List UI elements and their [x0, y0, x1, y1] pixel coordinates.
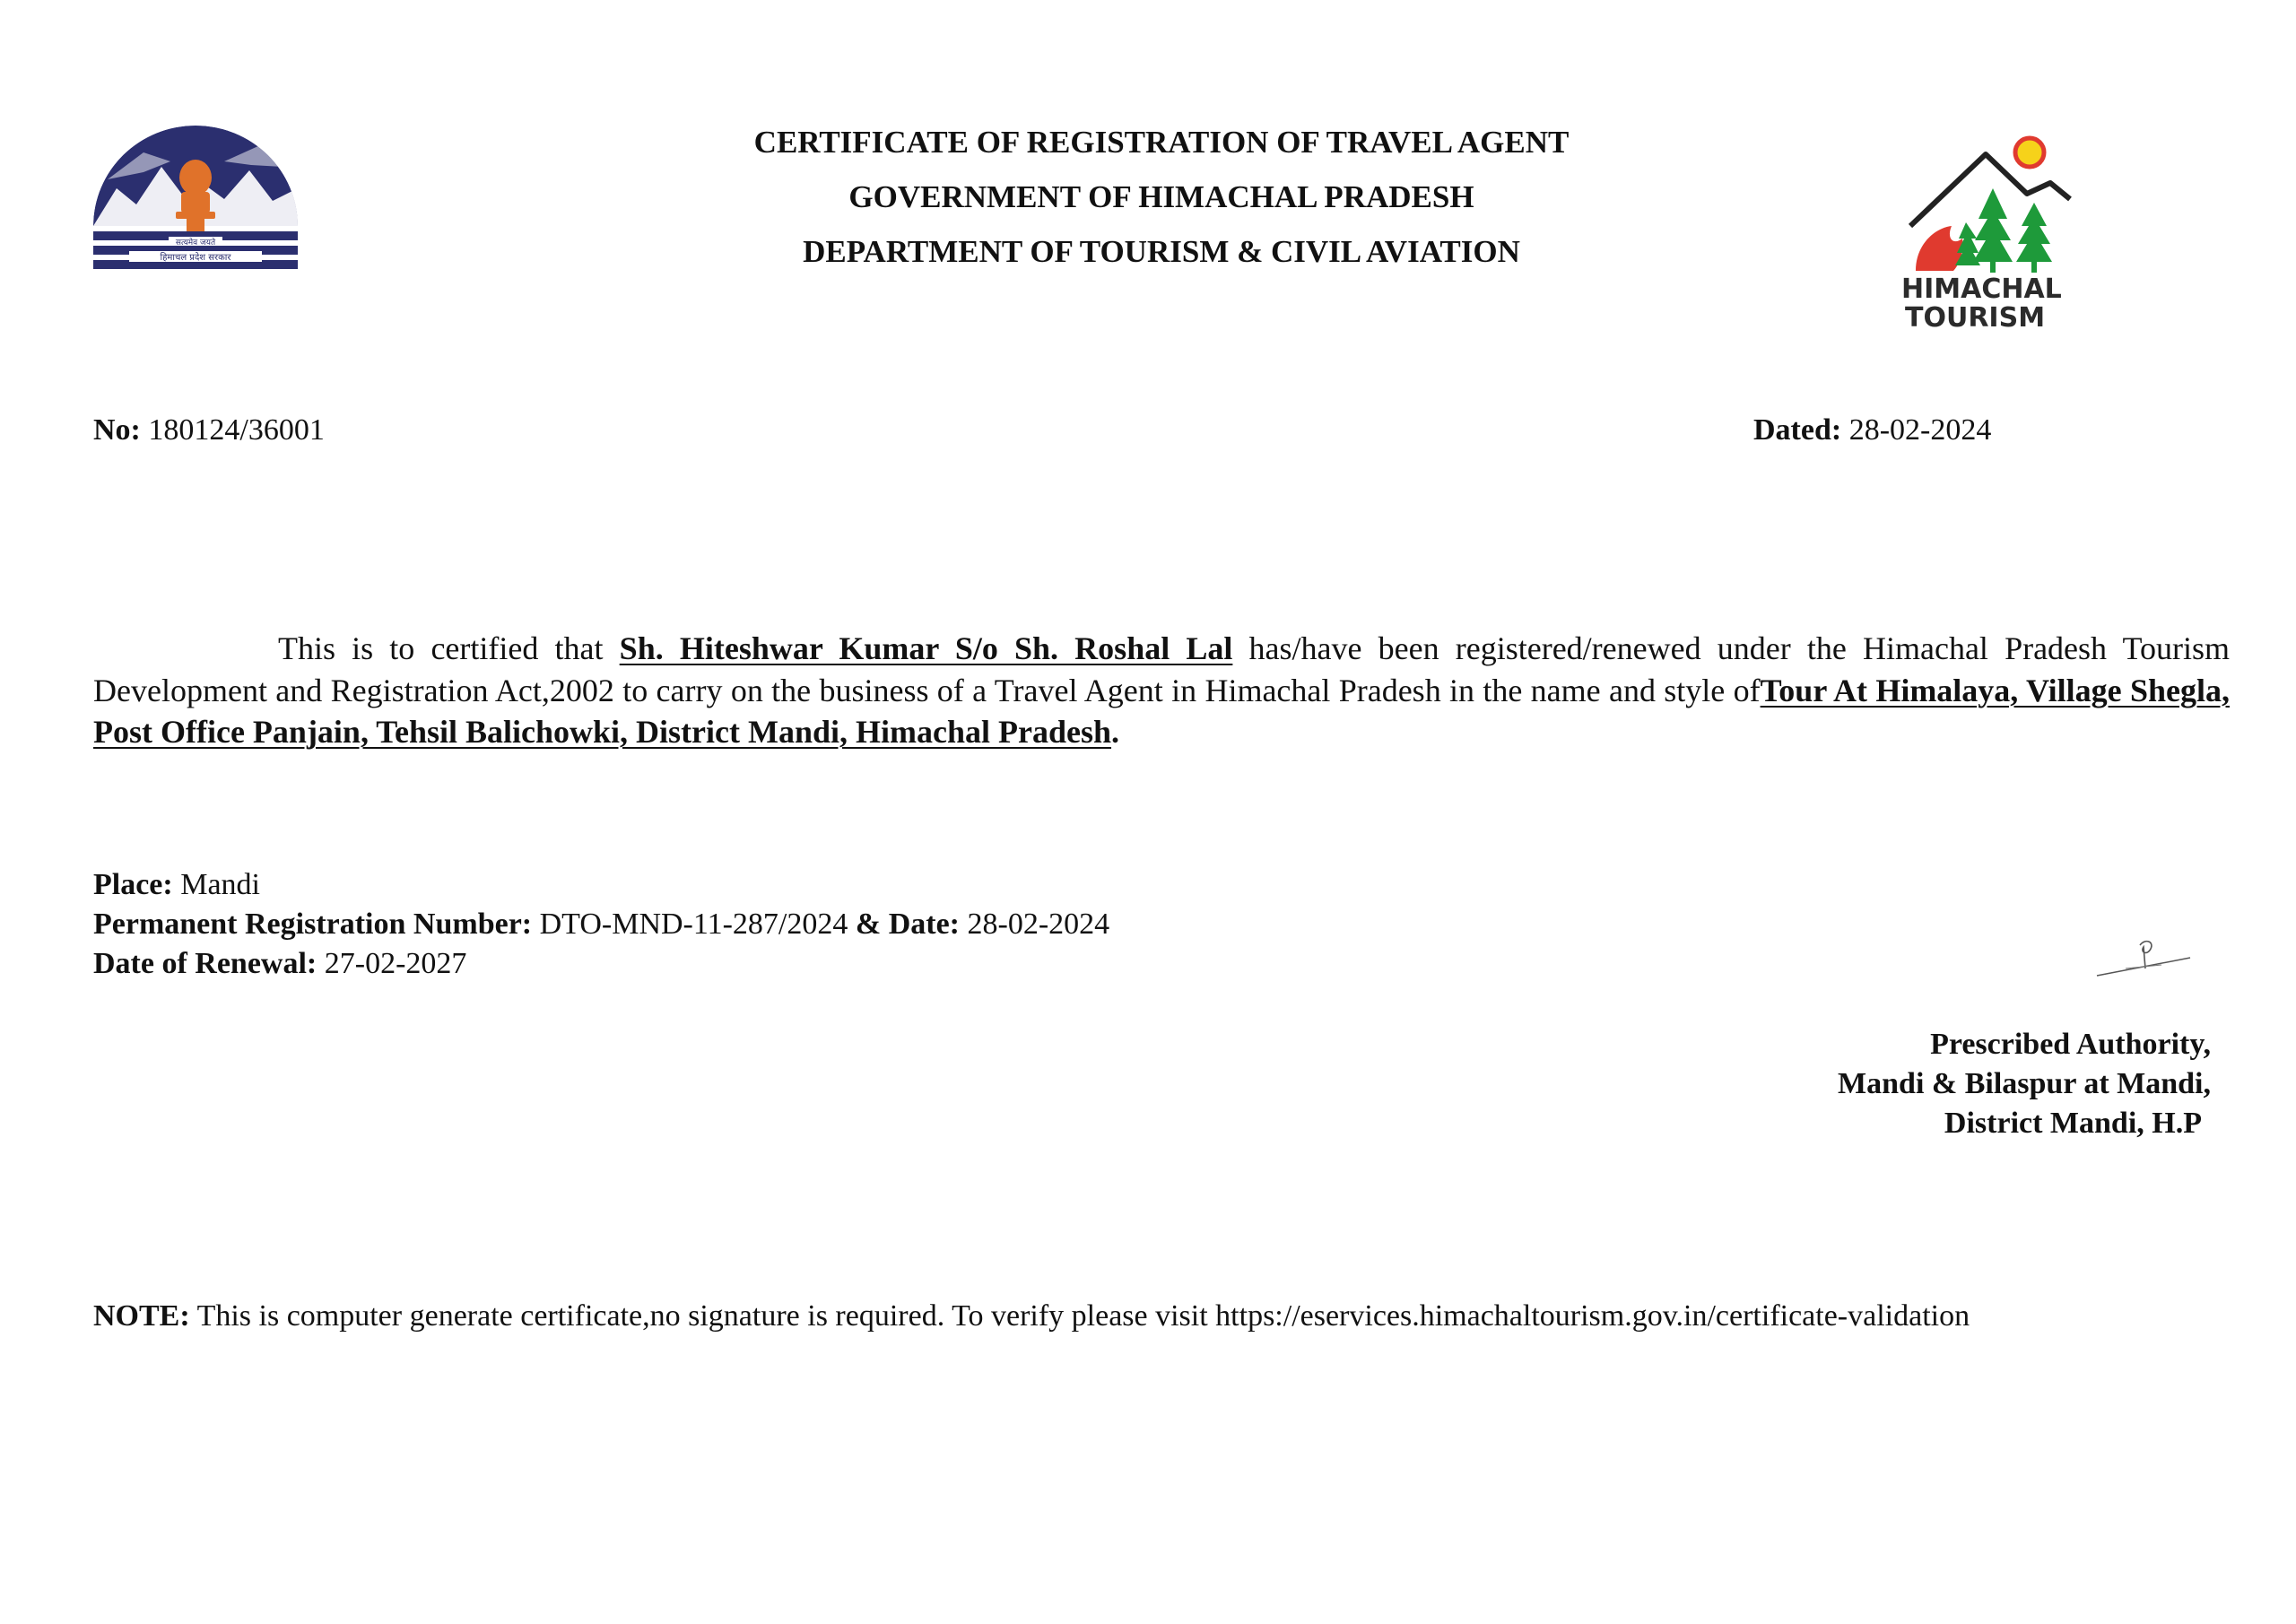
- certificate-number: [93, 411, 325, 450]
- prn-value: DTO-MND-11-287/2024: [539, 908, 848, 941]
- prescribed-authority: [1838, 1025, 2211, 1143]
- prn-date-label: & Date:: [855, 908, 961, 941]
- dated-value: 28-02-2024: [1848, 413, 1992, 447]
- renewal-line: [93, 944, 466, 984]
- certificate-date: [1753, 411, 1991, 450]
- header-department: DEPARTMENT OF TOURISM & CIVIL AVIATION: [803, 234, 1520, 269]
- certificate-body: [93, 628, 2230, 753]
- emblem-caption-2: हिमाचल प्रदेश सरकार: [160, 253, 231, 263]
- header-title: CERTIFICATE OF REGISTRATION OF TRAVEL AGENT: [753, 125, 1570, 160]
- dated-label: Dated:: [1753, 413, 1842, 447]
- prn-date-value: 28-02-2024: [967, 908, 1110, 941]
- certificate-note: [93, 1297, 1970, 1336]
- tourism-logo-line2: TOURISM: [1905, 302, 2046, 334]
- number-label: No:: [93, 413, 141, 447]
- registration-line: [93, 905, 1109, 944]
- authority-line2: Mandi & Bilaspur at Mandi,: [1838, 1067, 2211, 1100]
- place-line: [93, 865, 260, 905]
- renewal-label: Date of Renewal:: [93, 947, 317, 980]
- body-middle: has/have been registered/renewed under the Himachal Pradesh Tourism Development and Registration Act,2002 to carry on the business of a Travel Agent in Himachal Pradesh in the name and style of: [93, 630, 2231, 708]
- authority-line3: District Mandi, H.P: [1944, 1107, 2202, 1140]
- place-value: Mandi: [180, 868, 260, 901]
- himachal-tourism-logo-icon: [1900, 127, 2124, 334]
- signature-mark: [2090, 933, 2197, 986]
- renewal-value: 27-02-2027: [324, 947, 467, 980]
- prn-label: Permanent Registration Number:: [93, 908, 533, 941]
- business-name: Tour At Himalaya, Village Shegla, Post Office Panjain, Tehsil Balichowki, District Mandi, Himachal Pradesh: [93, 672, 2230, 750]
- authority-line1: Prescribed Authority,: [1930, 1028, 2211, 1061]
- place-label: Place:: [93, 868, 173, 901]
- tourism-logo-line1: HIMACHAL: [1901, 274, 2062, 305]
- note-label: NOTE:: [93, 1299, 190, 1333]
- body-intro: This is to certified that: [278, 630, 604, 666]
- header-government: GOVERNMENT OF HIMACHAL PRADESH: [848, 179, 1474, 214]
- body-end: .: [1111, 714, 1120, 750]
- number-value: 180124/36001: [148, 413, 325, 447]
- emblem-caption-1: सत्यमेव जयते: [175, 239, 216, 248]
- note-text: This is computer generate certificate,no signature is required. To verify please visit https://eservices.himachaltourism.gov.in/certificate-validation: [196, 1299, 1970, 1333]
- holder-name: Sh. Hiteshwar Kumar S/o Sh. Roshal Lal: [619, 630, 1233, 666]
